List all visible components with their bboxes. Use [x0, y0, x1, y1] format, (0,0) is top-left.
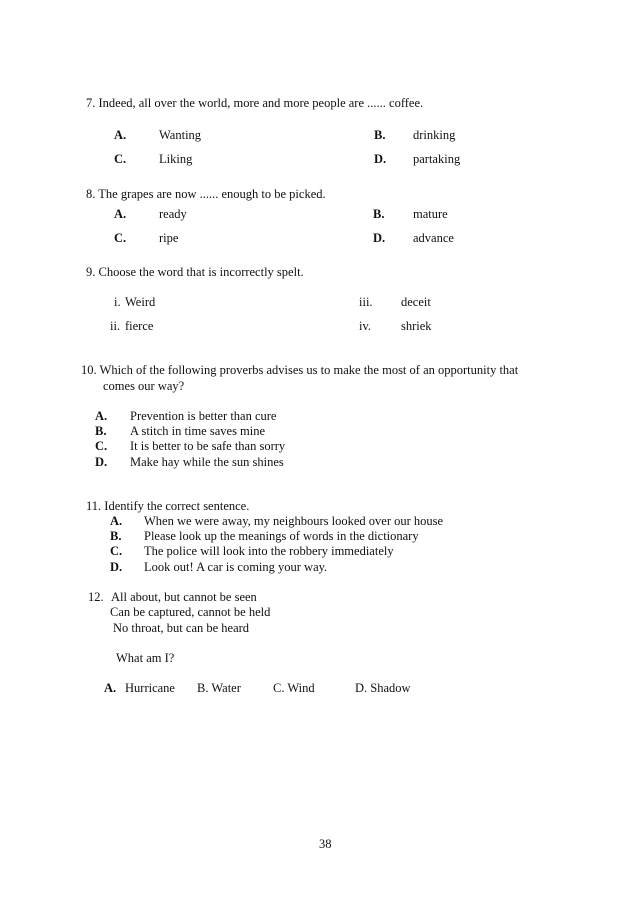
q10-option-a-letter: A. — [95, 409, 108, 423]
q11-option-d-letter: D. — [110, 560, 123, 574]
q8-option-c-text: ripe — [159, 231, 179, 245]
q8-option-b-text: mature — [413, 207, 448, 221]
q9-option-iii-label: iii. — [359, 295, 373, 309]
q11-option-d-text: Look out! A car is coming your way. — [144, 560, 328, 574]
page-number: 38 — [319, 837, 332, 851]
q10-option-d-letter: D. — [95, 455, 108, 469]
q10-option-b-text: A stitch in time saves mine — [130, 424, 266, 438]
q8-option-c-letter: C. — [114, 231, 127, 245]
q8-option-d-letter: D. — [373, 231, 386, 245]
q7-option-b-letter: B. — [374, 128, 386, 142]
q9-option-i-text: Weird — [125, 295, 156, 309]
q9-option-ii-text: fierce — [125, 319, 154, 333]
q8-option-a-text: ready — [159, 207, 187, 221]
q7-option-d-text: partaking — [413, 152, 461, 166]
question-7-text: 7. Indeed, all over the world, more and more people are ...... coffee. — [86, 96, 424, 110]
q7-option-c-letter: C. — [114, 152, 127, 166]
q9-option-iv-text: shriek — [401, 319, 432, 333]
q9-option-iii-text: deceit — [401, 295, 431, 309]
question-8-text: 8. The grapes are now ...... enough to be picked. — [86, 187, 326, 201]
question-11-text: 11. Identify the correct sentence. — [86, 499, 250, 513]
q12-option-a-text: Hurricane — [125, 681, 175, 695]
q9-option-i-label: i. — [114, 295, 121, 309]
q7-option-c-text: Liking — [159, 152, 193, 166]
q11-option-b-text: Please look up the meanings of words in the dictionary — [144, 529, 419, 543]
q11-option-c-letter: C. — [110, 544, 123, 558]
q12-riddle-line3: No throat, but can be heard — [113, 621, 250, 635]
q12-prompt: What am I? — [116, 651, 175, 665]
q12-option-a-letter: A. — [104, 681, 117, 695]
q12-option-c: C. Wind — [273, 681, 315, 695]
q7-option-a-text: Wanting — [159, 128, 202, 142]
q12-riddle-line1: All about, but cannot be seen — [111, 590, 257, 604]
q10-option-c-text: It is better to be safe than sorry — [130, 439, 286, 453]
question-12-number: 12. — [88, 590, 104, 604]
q11-option-c-text: The police will look into the robbery immediately — [144, 544, 394, 558]
q10-option-a-text: Prevention is better than cure — [130, 409, 277, 423]
q8-option-a-letter: A. — [114, 207, 127, 221]
question-9-text: 9. Choose the word that is incorrectly spelt. — [86, 265, 304, 279]
q11-option-a-text: When we were away, my neighbours looked over our house — [144, 514, 444, 528]
q11-option-b-letter: B. — [110, 529, 122, 543]
question-10-text-line2: comes our way? — [103, 379, 185, 393]
q9-option-ii-label: ii. — [110, 319, 121, 333]
q7-option-d-letter: D. — [374, 152, 387, 166]
q8-option-d-text: advance — [413, 231, 454, 245]
q7-option-a-letter: A. — [114, 128, 127, 142]
q12-option-b: B. Water — [197, 681, 241, 695]
q8-option-b-letter: B. — [373, 207, 385, 221]
q12-option-d: D. Shadow — [355, 681, 411, 695]
q9-option-iv-label: iv. — [359, 319, 372, 333]
q10-option-c-letter: C. — [95, 439, 108, 453]
q11-option-a-letter: A. — [110, 514, 123, 528]
q10-option-d-text: Make hay while the sun shines — [130, 455, 284, 469]
q7-option-b-text: drinking — [413, 128, 456, 142]
question-10-text-line1: 10. Which of the following proverbs advises us to make the most of an opportunity that — [81, 363, 519, 377]
q12-riddle-line2: Can be captured, cannot be held — [110, 605, 271, 619]
q10-option-b-letter: B. — [95, 424, 107, 438]
